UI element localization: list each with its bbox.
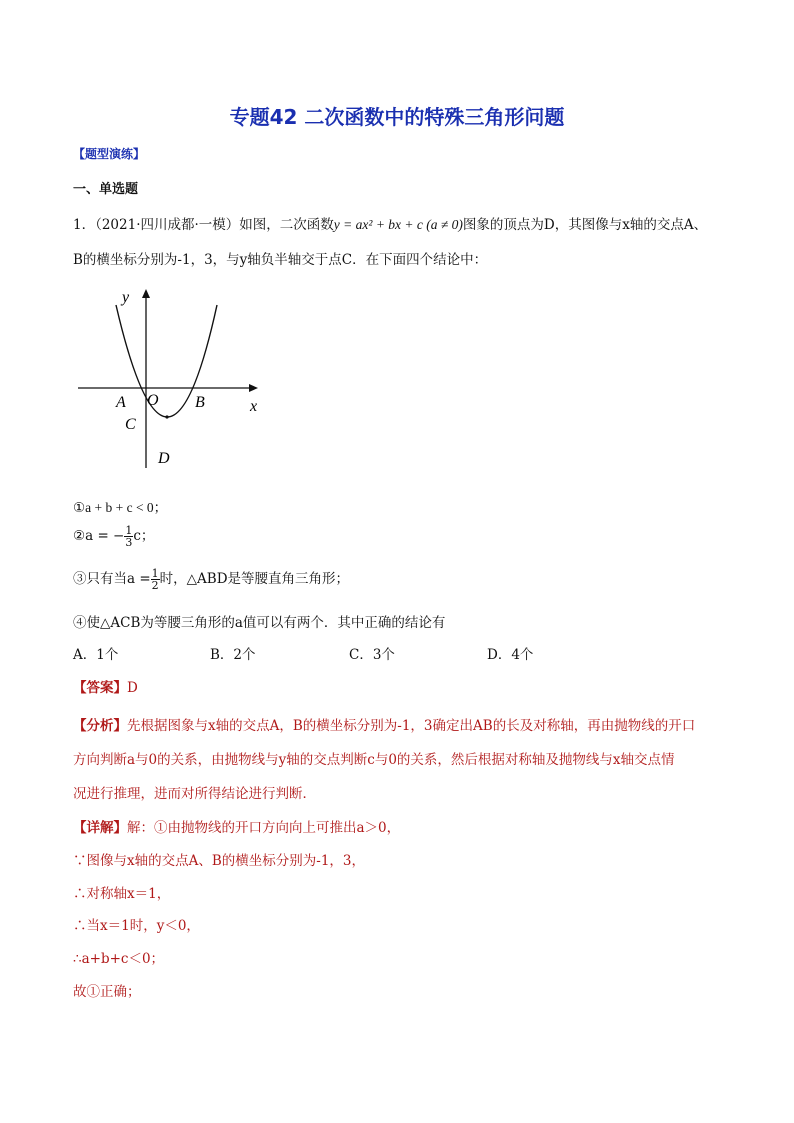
- statement-3-fraction: [151, 568, 160, 591]
- detail-line-2: ∵图像与x轴的交点A、B的横坐标分别为-1，3，: [73, 853, 366, 869]
- label-d: D: [158, 450, 170, 467]
- statement-2-fraction: [124, 525, 133, 548]
- choice-a: A．1个: [73, 647, 119, 663]
- analysis-line-3: 况进行推理，进而对所得结论进行判断．: [73, 786, 316, 802]
- label-c: C: [125, 416, 136, 433]
- analysis-line-1: [73, 714, 695, 734]
- statement-2: [73, 524, 154, 548]
- x-axis-label: x: [250, 398, 258, 415]
- choice-b: B．2个: [210, 647, 256, 663]
- question-formula: y = ax² + bx + c (a ≠ 0): [333, 217, 463, 232]
- y-axis-label: y: [122, 289, 130, 306]
- parabola-graph: [70, 280, 270, 475]
- choice-c: C．3个: [349, 647, 395, 663]
- detail-line-5: ∴a+b+c＜0；: [73, 951, 165, 967]
- section-tag: 【题型演练】: [73, 147, 146, 161]
- question-line-1: [73, 213, 707, 233]
- analysis-line-2: 方向判断a与0的关系，由抛物线与y轴的交点判断c与0的关系，然后根据对称轴及抛物线与x轴交点情: [73, 752, 675, 768]
- section-heading: 一、单选题: [73, 182, 139, 197]
- choice-d: D．4个: [487, 647, 534, 663]
- detail-line-6: 故①正确；: [73, 984, 141, 1000]
- question-stem-part2: 图象的顶点为D，其图像与x轴的交点A、: [462, 217, 708, 233]
- question-line-2: B的横坐标分别为-1，3，与y轴负半轴交于点C．在下面四个结论中：: [73, 252, 488, 268]
- statement-2-pre: ②a = −: [73, 528, 125, 544]
- statement-3-pre: ③只有当a =: [73, 571, 151, 587]
- statement-1: ①a + b + c < 0；: [73, 500, 168, 515]
- label-o: O: [147, 392, 159, 409]
- detail-line-4: ∴当x＝1时，y＜0，: [73, 918, 200, 934]
- fraction-numerator: 1: [125, 524, 133, 537]
- analysis-text-1: 先根据图象与x轴的交点A，B的横坐标分别为-1，3确定出AB的长及对称轴，再由抛物线的开口: [127, 718, 696, 734]
- detail-line-3: ∴对称轴x＝1，: [73, 886, 171, 902]
- label-b: B: [195, 394, 205, 411]
- fraction-denominator: 3: [125, 536, 133, 549]
- answer-line: [73, 676, 138, 696]
- statement-2-post: c；: [133, 528, 155, 544]
- x-axis-arrow: [249, 384, 258, 392]
- answer-label: 【答案】: [73, 680, 127, 696]
- question-stem-part1: 如图，二次函数: [239, 217, 334, 233]
- detail-text-1: 解：①由抛物线的开口方向向上可推出a＞0，: [127, 820, 401, 836]
- detail-label: 【详解】: [73, 820, 127, 836]
- fraction-numerator: 1: [151, 567, 159, 580]
- answer-value: D: [127, 680, 138, 696]
- analysis-label: 【分析】: [73, 718, 127, 734]
- statement-3: [73, 567, 349, 591]
- vertex-point: [165, 415, 168, 418]
- question-source: （2021·四川成都·一模）: [95, 217, 240, 233]
- question-number: 1．: [73, 217, 96, 233]
- statement-3-post: 时，△ABD是等腰直角三角形；: [159, 571, 350, 587]
- statement-4: ④使△ACB为等腰三角形的a值可以有两个．其中正确的结论有: [73, 615, 446, 631]
- label-a: A: [116, 394, 126, 411]
- fraction-denominator: 2: [151, 579, 159, 592]
- page-title: 专题42 二次函数中的特殊三角形问题: [229, 105, 565, 129]
- detail-line-1: [73, 816, 400, 836]
- y-axis-arrow: [142, 289, 150, 298]
